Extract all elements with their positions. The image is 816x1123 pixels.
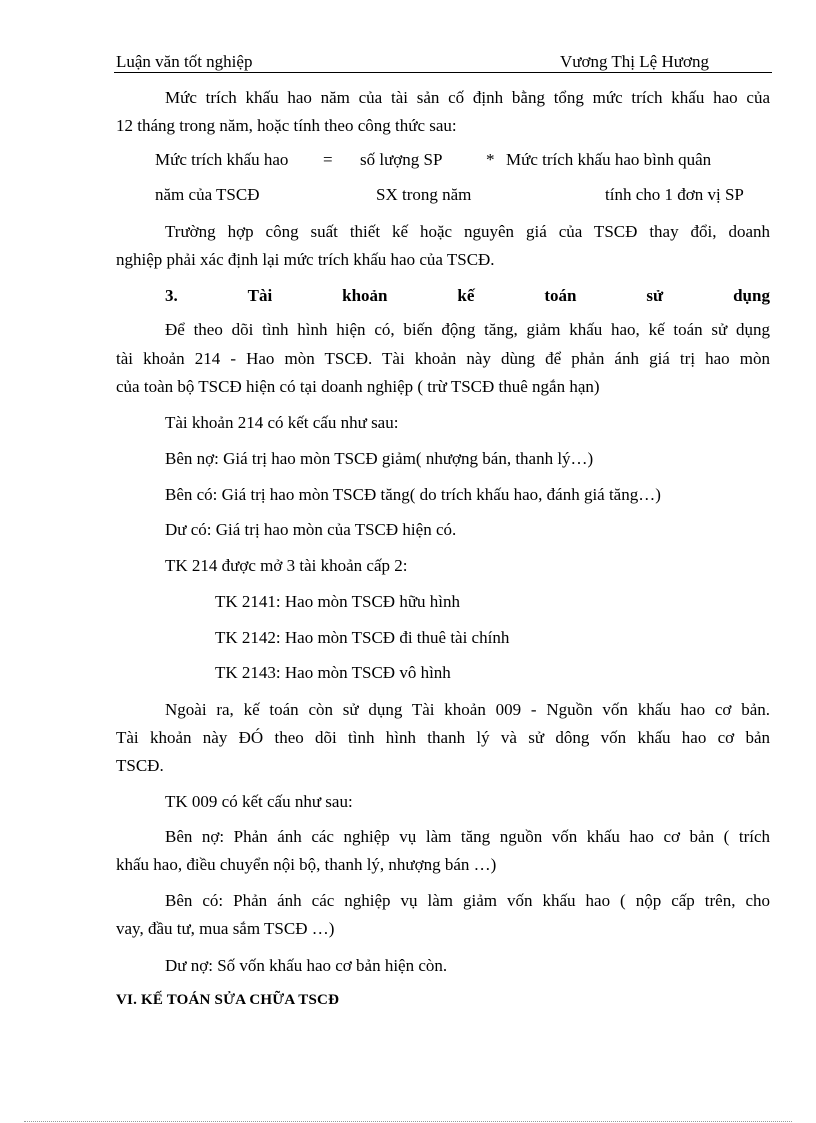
tk009-credit-line2: vay, đầu tư, mua sắm TSCĐ …)	[116, 919, 335, 938]
para4-line1: Ngoài ra, kế toán còn sử dụng Tài khoản 009 - Nguồn vốn khấu hao cơ bản.	[165, 700, 770, 719]
heading-word: khoản	[342, 286, 388, 305]
tk009-debit-line1: Bên nợ: Phản ánh các nghiệp vụ làm tăng nguồn vốn khấu hao cơ bản ( trích	[165, 827, 770, 846]
heading-word: toán	[544, 286, 577, 305]
heading-word: dụng	[733, 286, 770, 305]
page-bottom-rule	[24, 1121, 792, 1122]
heading-word: sử	[646, 286, 664, 305]
para2-line2: nghiệp phải xác định lại mức trích khấu hao của TSCĐ.	[116, 250, 495, 269]
heading-word: kế	[457, 286, 475, 305]
tk214-sub-intro: TK 214 được mở 3 tài khoản cấp 2:	[165, 556, 408, 575]
tk214-credit: Bên có: Giá trị hao mòn TSCĐ tăng( do trích khấu hao, đánh giá tăng…)	[165, 485, 661, 504]
page-header	[116, 52, 770, 72]
tk009-debit-line2: khấu hao, điều chuyển nội bộ, thanh lý, nhượng bán …)	[116, 855, 497, 874]
para1-line1: Mức trích khấu hao năm của tài sản cố định bằng tổng mức trích khấu hao của	[165, 88, 770, 107]
header-thesis-label: Luận văn tốt nghiệp	[116, 52, 253, 71]
tk214-structure: Tài khoản 214 có kết cấu như sau:	[165, 413, 399, 432]
tk009-credit-line1: Bên có: Phản ánh các nghiệp vụ làm giảm vốn khấu hao ( nộp cấp trên, cho	[165, 891, 770, 910]
formula-equals: =	[323, 150, 333, 169]
tk009-balance: Dư nợ: Số vốn khấu hao cơ bản hiện còn.	[165, 956, 448, 975]
para1-line2: 12 tháng trong năm, hoặc tính theo công thức sau:	[116, 116, 457, 135]
formula-term1: Mức trích khấu hao	[155, 150, 289, 169]
para2-line1: Trường hợp công suất thiết kế hoặc nguyên giá của TSCĐ thay đổi, doanh	[165, 222, 770, 241]
para3-line3: của toàn bộ TSCĐ hiện có tại doanh nghiệp ( trừ TSCĐ thuê ngắn hạn)	[116, 377, 600, 396]
formula-term3-cont: tính cho 1 đơn vị SP	[605, 185, 744, 204]
para4-line3: TSCĐ.	[116, 756, 164, 775]
tk009-structure: TK 009 có kết cấu như sau:	[165, 792, 353, 811]
header-author-name: Vương Thị Lệ Hương	[560, 52, 709, 71]
tk2141-item: TK 2141: Hao mòn TSCĐ hữu hình	[215, 592, 461, 611]
section-heading-repairs: VI. KẾ TOÁN SỬA CHỮA TSCĐ	[116, 992, 340, 1008]
tk214-balance: Dư có: Giá trị hao mòn của TSCĐ hiện có.	[165, 520, 457, 539]
para3-line1: Để theo dõi tình hình hiện có, biến động tăng, giảm khấu hao, kế toán sử dụng	[165, 320, 770, 339]
para3-line2: tài khoản 214 - Hao mòn TSCĐ. Tài khoản này dùng để phản ánh giá trị hao mòn	[116, 349, 770, 368]
tk214-debit: Bên nợ: Giá trị hao mòn TSCĐ giảm( nhượng bán, thanh lý…)	[165, 449, 594, 468]
para4-line2: Tài khoản này ĐÓ theo dõi tình hình thanh lý và sử dông vốn khấu hao cơ bản	[116, 728, 770, 747]
formula-term2: số lượng SP	[360, 150, 443, 169]
heading-word: 3.	[165, 286, 178, 305]
formula-term3: Mức trích khấu hao bình quân	[506, 150, 712, 169]
formula-term2-cont: SX trong năm	[376, 185, 472, 204]
heading-accounts-used	[165, 286, 770, 306]
heading-word: Tài	[247, 286, 273, 305]
tk2143-item: TK 2143: Hao mòn TSCĐ vô hình	[215, 663, 451, 682]
formula-multiply: *	[486, 150, 495, 169]
header-rule	[114, 72, 772, 73]
tk2142-item: TK 2142: Hao mòn TSCĐ đi thuê tài chính	[215, 628, 510, 647]
formula-term1-cont: năm của TSCĐ	[155, 185, 260, 204]
